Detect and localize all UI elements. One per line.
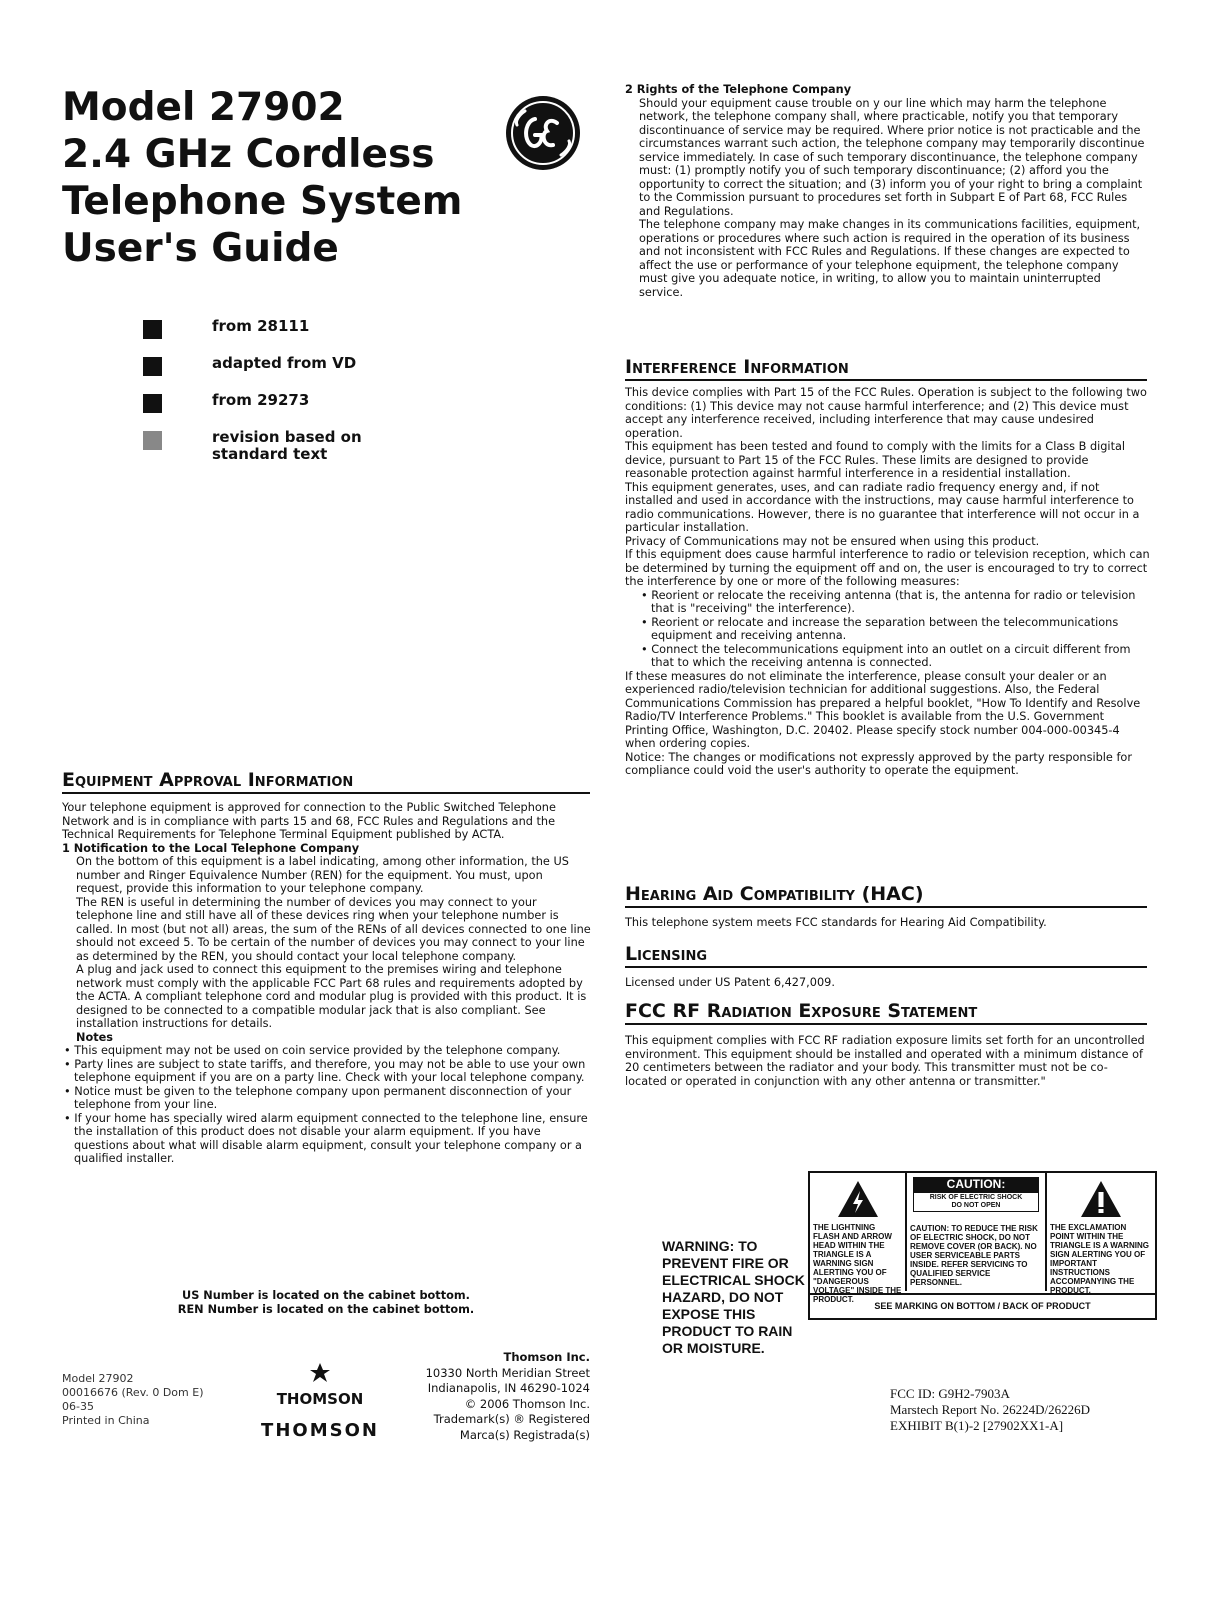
equipment-approval-heading: Equipment Approval Information [62, 770, 590, 794]
company-address: Thomson Inc. 10330 North Meridian Street Indianapolis, IN 46290-1024 © 2006 Thomson Inc. Trademark(s) ® Registered Marca(s) Registrada(s) [425, 1350, 590, 1442]
rights-paragraph: Should your equipment cause trouble on y our line which may harm the telephone network, the telephone company shall, where practicable, notify you that temporary discontinuance of service may be required. Where prior notice is not practicable and the circumstances warrant such action, the telephone company may temporarily discontinue service immediately. In case of such temporary discontinuance, the telephone company must: (1) promptly notify you of such temporary discontinuance; (2) afford you the opportunity to correct the situation; and (3) inform you of your right to bring a complaint to the Commission pursuant to procedures set forth in Subpart E of Part 68, FCC Rules and Regulations. [639, 96, 1145, 218]
caution-cell: CAUTION: RISK OF ELECTRIC SHOCK DO NOT OPEN CAUTION: TO REDUCE THE RISK OF ELECTRIC SHOCK, DO NOT REMOVE COVER (OR BACK). NO USER SERVICEABLE PARTS INSIDE. REFER SERVICING TO QUALIFIED SERVICE PERSONNEL. [907, 1173, 1047, 1291]
measure-item: • Reorient or relocate the receiving antenna (that is, the antenna for radio or television that is "receiving" the interference). [639, 589, 1150, 616]
interference-heading: Interference Information [625, 357, 1147, 381]
marker-square-icon [143, 394, 162, 413]
warning-text: WARNING: TO PREVENT FIRE OR ELECTRICAL SHOCK HAZARD, DO NOT EXPOSE THIS PRODUCT TO RAIN OR MOISTURE. [662, 1238, 805, 1356]
ren-number-note: REN Number is located on the cabinet bottom. [177, 1303, 475, 1316]
title-line-2: 2.4 GHz Cordless [62, 132, 435, 177]
caution-footer: SEE MARKING ON BOTTOM / BACK OF PRODUCT [810, 1293, 1155, 1317]
hac-heading: Hearing Aid Compatibility (HAC) [625, 884, 1147, 908]
revision-note: revision based on standard text [143, 429, 433, 466]
notification-subheading: 1 Notification to the Local Telephone Company [62, 841, 360, 855]
title-line-3: Telephone System [62, 179, 463, 224]
revision-note: from 28111 [143, 318, 433, 355]
rights-paragraph: The telephone company may make changes in its communications facilities, equipment, operations or procedures where such action is required in the operation of its business and not inconsistent with FCC Rules and Regulations. If these changes are expected to affect the use or performance of your telephone equipment, the telephone company must give you adequate notice, in writing, to allow you to maintain uninterrupted service. [639, 218, 1141, 299]
caution-label [808, 1171, 1157, 1320]
revision-note: from 29273 [143, 392, 433, 429]
note-item: • If your home has specially wired alarm equipment connected to the telephone line, ensure the installation of this product does not disable your alarm equipment. If you have questions about what will disable alarm equipment, consult your telephone company or a qualified installer. [62, 1112, 592, 1166]
thomson-logo [245, 1362, 395, 1441]
note-item: • This equipment may not be used on coin service provided by the telephone company. [62, 1044, 592, 1058]
us-number-note: US Number is located on the cabinet bottom. [182, 1289, 470, 1302]
lightning-cell: THE LIGHTNING FLASH AND ARROW HEAD WITHIN THE TRIANGLE IS A WARNING SIGN ALERTING YOU OF "DANGEROUS VOLTAGE" INSIDE THE PRODUCT. [810, 1173, 907, 1291]
hac-body: This telephone system meets FCC standards for Hearing Aid Compatibility. [625, 916, 1047, 929]
thomson-wordmark: THOMSON [276, 1390, 364, 1408]
interference-body: This device complies with Part 15 of the FCC Rules. Operation is subject to the following two conditions: (1) This device may not cause harmful interference; and (2) This device must accept any interference received, including interference that may cause undesired operation. This equipment has been tested and found to comply with the limits for a Class B digital device, pursuant to Part 15 of the FCC Rules. These limits are designed to provide reasonable protection against harmful interference in a residential installation. This equipment generates, uses, and can radiate radio frequency energy and, if not installed and used in accordance with the instructions, may cause harmful interference to radio communications. However, there is no guarantee that interference will not occur in a particular installation. Privacy of Communications may not be ensured when using this product. If this equipment does cause harmful interference to radio or television reception, which can be determined by turning the equipment off and on, the user is encouraged to try to correct the interference by one or more of the following measures: • Reorient or relocate the receiving antenna (that is, the antenna for radio or television that is "receiving" the interference). • Reorient or relocate and increase the separation between the telecommunications equipment and receiving antenna. • Connect the telecommunications equipment into an outlet on a circuit different from that to which the receiving antenna is connected. If these measures do not eliminate the interference, please consult your dealer or an experienced radio/television technician for additional suggestions. Also, the Federal Communications Commission has prepared a helpful booklet, "How To Identify and Resolve Radio/TV Interference Problems." This booklet is available from the U.S. Government Printing Office, Washington, D.C. 20402. Please specify stock number 004-000-00345-4 when ordering copies. Notice: The changes or modifications not expressly approved by the party responsible for compliance could void the user's authority to operate the equipment. [625, 386, 1150, 778]
caution-subtitle: RISK OF ELECTRIC SHOCK DO NOT OPEN [913, 1192, 1039, 1212]
notes-heading: Notes [76, 1030, 114, 1044]
revision-notes [143, 318, 433, 466]
title-line-4: User's Guide [62, 226, 339, 271]
marker-square-icon [143, 431, 162, 450]
measure-item: • Connect the telecommunications equipment into an outlet on a circuit different from that to which the receiving antenna is connected. [639, 643, 1150, 670]
exclamation-triangle-icon [1079, 1179, 1123, 1219]
thomson-logo-icon [309, 1362, 331, 1384]
caution-title: CAUTION: [913, 1177, 1039, 1192]
fcc-id-block: FCC ID: G9H2-7903A Marstech Report No. 26224D/26226D EXHIBIT B(1)-2 [27902XX1-A] [890, 1386, 1091, 1433]
exclamation-cell: THE EXCLAMATION POINT WITHIN THE TRIANGLE IS A WARNING SIGN ALERTING YOU OF IMPORTANT INSTRUCTIONS ACCOMPANYING THE PRODUCT. [1047, 1173, 1155, 1291]
revision-note: adapted from VD [143, 355, 433, 392]
thomson-wordmark-alt: THOMSON [261, 1420, 379, 1441]
marker-square-icon [143, 357, 162, 376]
fcc-rf-heading: FCC RF Radiation Exposure Statement [625, 1001, 1147, 1025]
rights-heading: 2 Rights of the Telephone Company [625, 83, 852, 96]
equipment-approval-body [62, 801, 592, 1166]
notification-paragraph: A plug and jack used to connect this equipment to the premises wiring and telephone network must comply with the applicable FCC Part 68 rules and requirements adopted by the ACTA. A compliant telephone cord and modular plug is provided with this product. It is designed to be connected to a compatible modular jack that is also compliant. See installation instructions for details. [76, 963, 587, 1030]
notification-paragraph: The REN is useful in determining the number of devices you may connect to your telephone line and still have all of these devices ring when your telephone number is called. In most (but not all) areas, the sum of the RENs of all devices connected to one line should not exceed 5. To be certain of the number of devices you may connect to your line as determined by the REN, you should contact your local telephone company. [76, 895, 591, 963]
fcc-rf-body: This equipment complies with FCC RF radiation exposure limits set forth for an uncontrolled environment. This equipment should be installed and operated with a minimum distance of 20 centimeters between the radiator and your body. This transmitter must not be co-located or operated in conjunction with any other antenna or transmitter." [625, 1034, 1145, 1088]
licensing-heading: Licensing [625, 944, 1147, 968]
notification-paragraph: On the bottom of this equipment is a label indicating, among other information, the US number and Ringer Equivalence Number (REN) for the equipment. You must, upon request, provide this information to your telephone company. [76, 855, 569, 895]
rights-section [625, 83, 1148, 299]
print-info: Model 27902 00016676 (Rev. 0 Dom E) 06-35 Printed in China [62, 1372, 204, 1427]
note-item: • Notice must be given to the telephone company upon permanent disconnection of your telephone from your line. [62, 1085, 592, 1112]
ge-logo [505, 95, 581, 171]
title-line-1: Model 27902 [62, 85, 345, 130]
equipment-intro: Your telephone equipment is approved for connection to the Public Switched Telephone Network and is in compliance with parts 15 and 68, FCC Rules and Regulations and the Technical Requirements for Telephone Terminal Equipment published by ACTA. [62, 801, 556, 841]
measure-item: • Reorient or relocate and increase the separation between the telecommunications equipment and receiving antenna. [639, 616, 1150, 643]
lightning-triangle-icon [836, 1179, 880, 1219]
marker-square-icon [143, 320, 162, 339]
label-location-notes [62, 1289, 590, 1317]
licensing-body: Licensed under US Patent 6,427,009. [625, 976, 835, 989]
note-item: • Party lines are subject to state tariffs, and therefore, you may not be able to use your own telephone equipment if you are on a party line. Check with your local telephone company. [62, 1058, 592, 1085]
document-title [62, 84, 462, 272]
